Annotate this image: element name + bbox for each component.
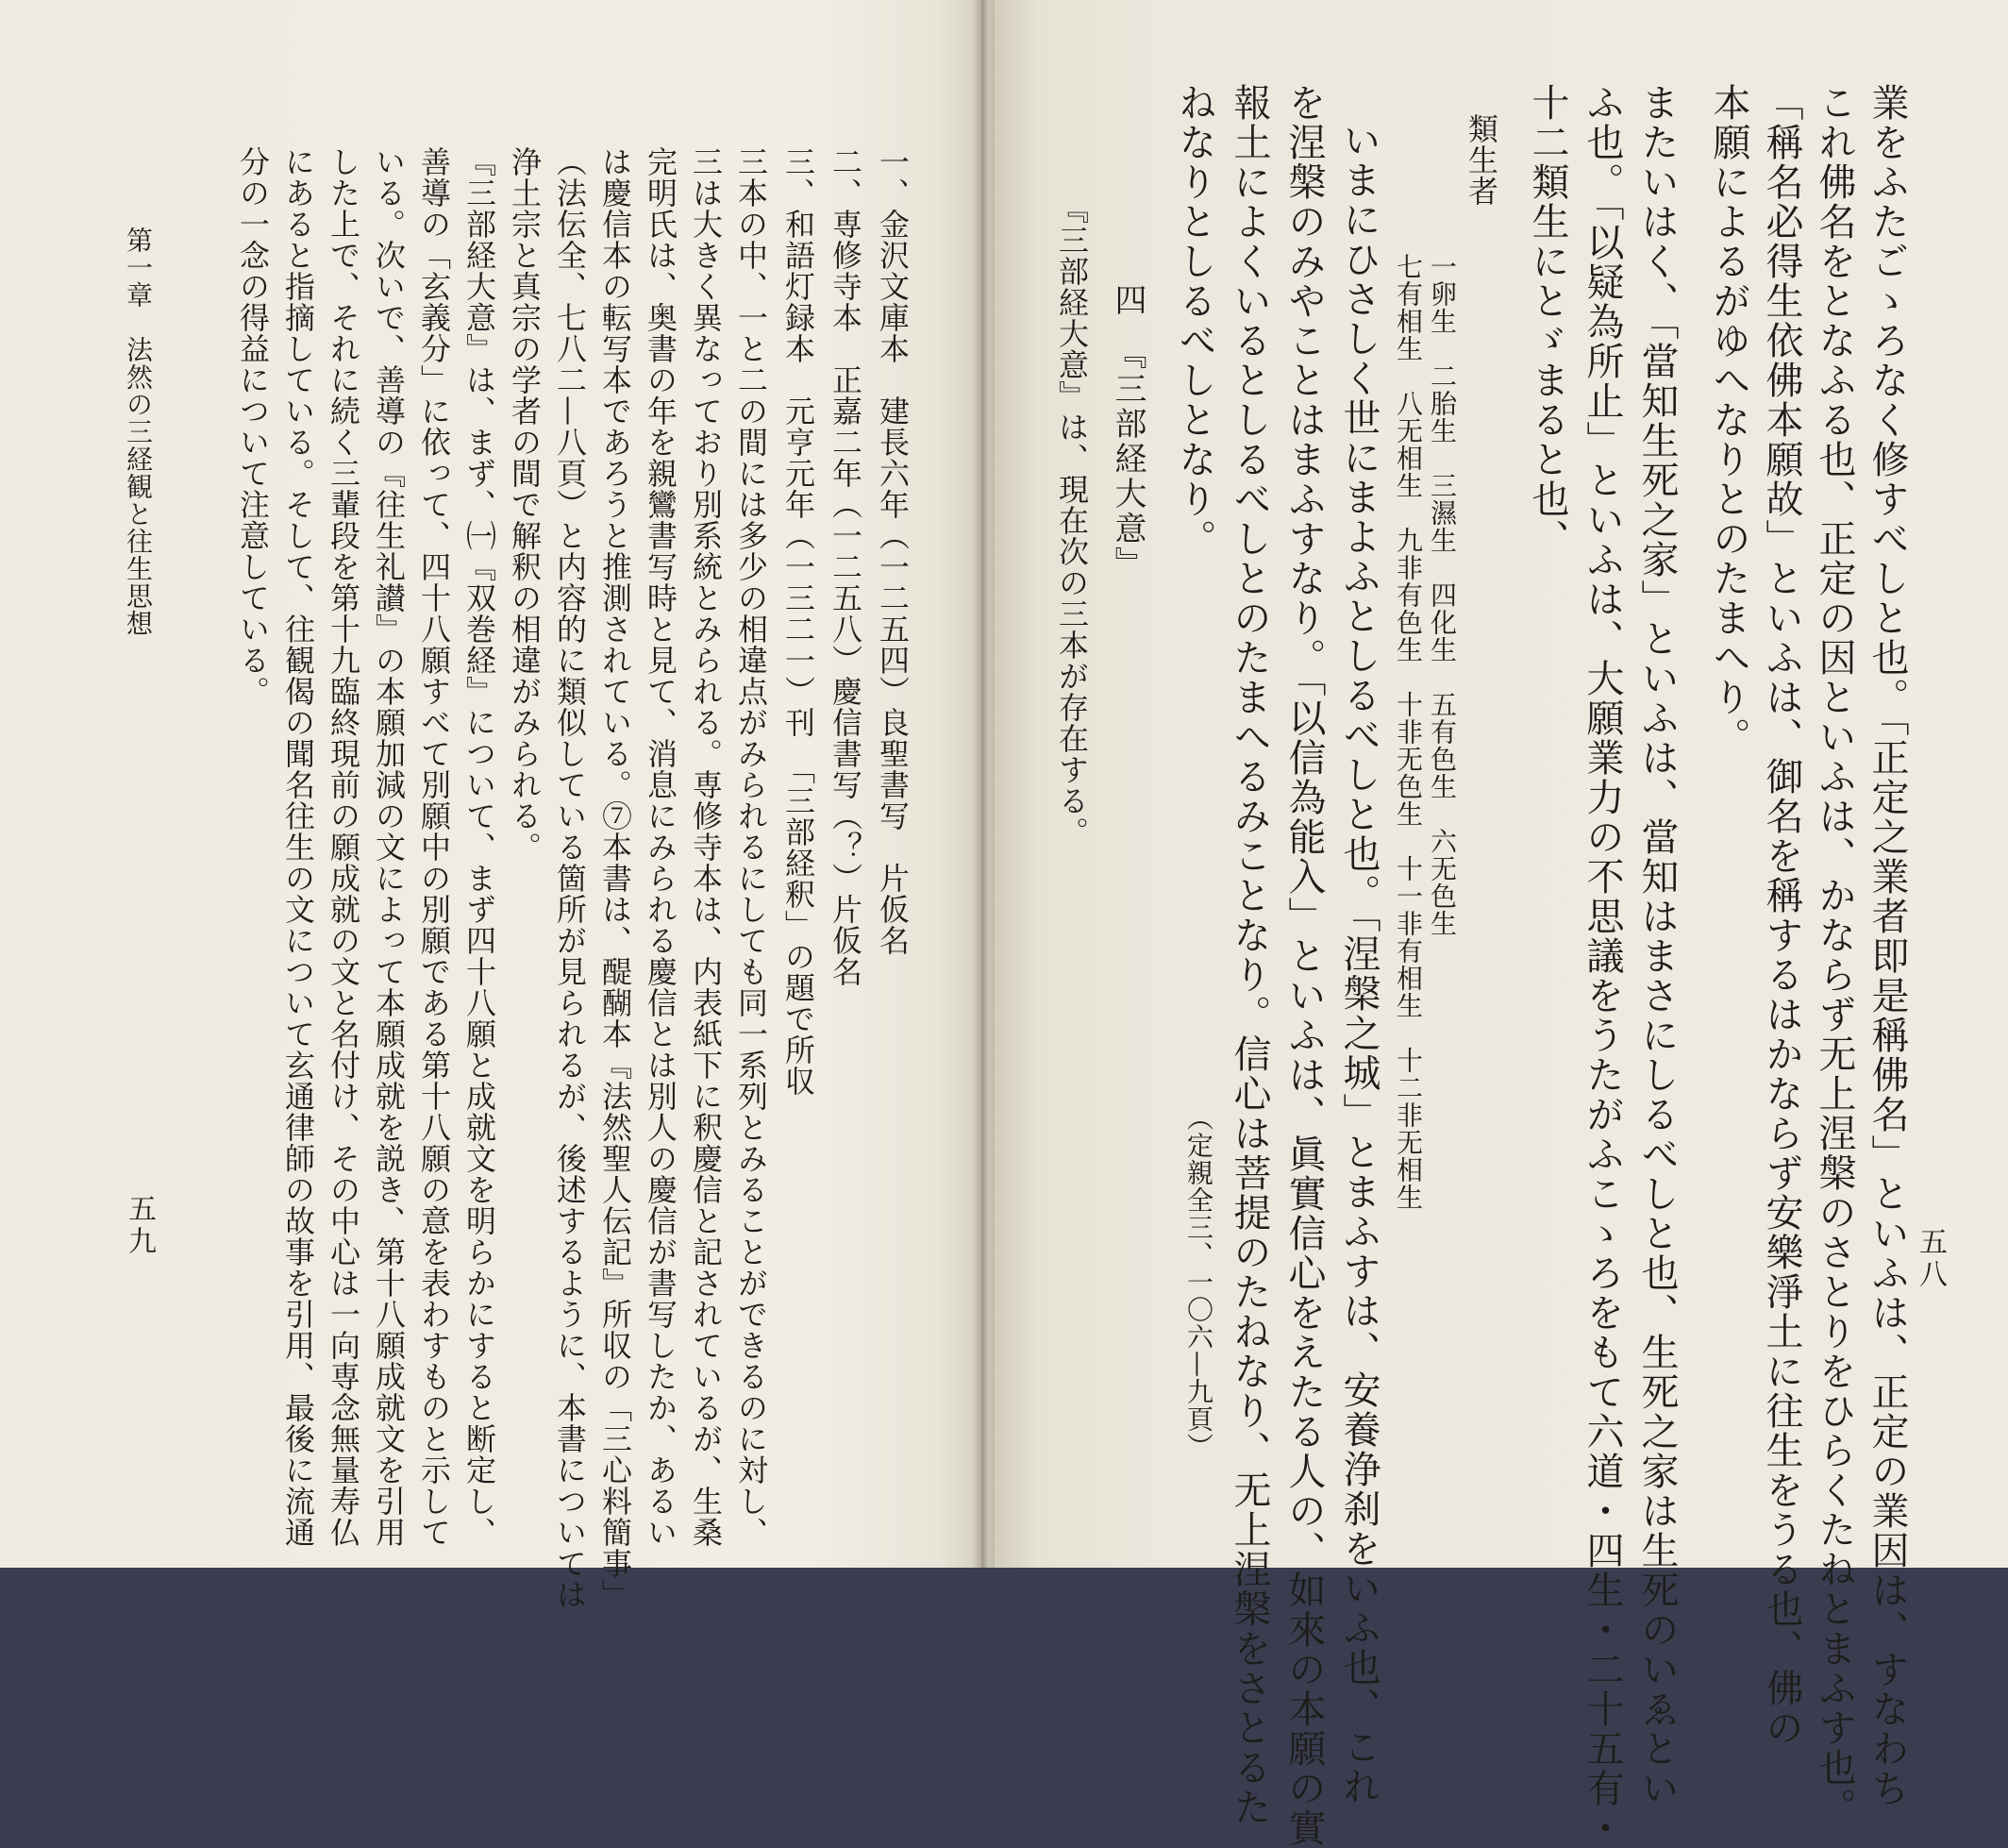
list-item: 二、専修寺本 正嘉二年（一二五八）慶信書写（？）片仮名 <box>828 146 863 987</box>
text-line: を涅槃のみやことはまふすなり。「以信為能入」といふは、眞實信心をえたる人の、如來の本願の實 <box>1282 83 1326 1848</box>
text-line: 分の一念の得益について注意している。 <box>235 146 271 707</box>
text-line: 本願によるがゆへなりとのたまへり。 <box>1707 83 1750 757</box>
citation: （定親全三、一〇六—九頁） <box>1183 1104 1214 1460</box>
text-line: ねなりとしるべしとなり。 <box>1173 83 1216 559</box>
text-line: 浄土宗と真宗の学者の間で解釈の相違がみられる。 <box>507 146 543 863</box>
text-line: 完明氏は、奥書の年を親鸞書写時と見て、消息にみられる慶信とは別人の慶信が書写したか、あるい <box>643 146 678 1548</box>
text-line: 十二類生にとゞまると也、 <box>1526 83 1569 559</box>
text-line: 「稱名必得生依佛本願故」といふは、御名を稱するはかならず安樂淨土に往生をうる也、佛の <box>1760 83 1803 1748</box>
text-line: 三は大きく異なっており別系統とみられる。専修寺本は、内表紙下に釈慶信と記されているが、生桑 <box>688 146 724 1548</box>
section-text: 『三部経大意』は、現在次の三本が存在する。 <box>1054 193 1090 848</box>
text-line: にあると指摘している。そして、往観偈の聞名往生の文について玄通律師の故事を引用、最後に流通 <box>280 146 316 1548</box>
spine-shadow <box>972 0 993 1568</box>
text-line: （法伝全、七八二—八頁）と内容的に類似している箇所が見られるが、後述するように、本書については <box>552 146 588 1610</box>
text-line: いる。次いで、善導の『往生礼讃』の本願加減の文によって本願成就を説き、第十八願成就文を引用 <box>371 146 407 1548</box>
page-number-right: 五八 <box>1914 1227 1947 1291</box>
ruigan-label: 類生者 <box>1464 113 1499 207</box>
text-line: ふ也。「以疑為所止」といふは、大願業力の不思議をうたがふこゝろをもて六道・四生・二十五有・ <box>1581 83 1624 1848</box>
text-line: いまにひさしく世にまよふとしるべしと也。「涅槃之城」とまふすは、安養浄刹をいふ也、これ <box>1337 121 1380 1806</box>
page-number-left: 五九 <box>123 1194 156 1258</box>
text-line: 報土によくいるとしるべしとのたまへるみことなり。信心は菩提のたねなり、无上涅槃をさとるた <box>1228 83 1271 1827</box>
text-line: これ佛名をとなふる也、正定の因といふは、かならず无上涅槃のさとりをひらくたねとまふす也。 <box>1813 83 1856 1827</box>
section-heading: 四 『三部経大意』 <box>1109 283 1146 581</box>
text-line: またいはく、「當知生死之家」といふは、當知はまさにしるべしと也、生死之家は生死のいゑとい <box>1635 83 1679 1808</box>
ruigan-list-row: 一卵生 二胎生 三濕生 四化生 五有色生 六无色生 <box>1427 253 1458 937</box>
text-line: は慶信本の転写本であろうと推測されている。⑦本書は、醍醐本『法然聖人伝記』所収の「三心料簡事」 <box>597 146 633 1610</box>
text-line: 業をふたごゝろなく修すべしと也。「正定之業者即是稱佛名」といふは、正定の業因は、すなわち <box>1866 83 1909 1808</box>
text-line: 三本の中、一と二の間には多少の相違点がみられるにしても同一系列とみることができるのに対し、 <box>733 146 769 1548</box>
list-item: 一、金沢文庫本 建長六年（一二五四）良聖書写 片仮名 <box>875 146 911 956</box>
ruigan-list-row: 七有相生 八无相生 九非有色生 十非无色生 十一非有相生 十二非无相生 <box>1393 253 1424 1211</box>
list-item: 三、和語灯録本 元亨元年（一三二一）刊 「三部経釈」の題で所収 <box>780 146 816 1097</box>
text-line: 善導の「玄義分」に依って、四十八願すべて別願中の別願である第十八願の意を表わすものと示して <box>416 146 452 1548</box>
text-line: 『三部経大意』は、まず、㈠『双巻経』について、まず四十八願と成就文を明らかにすると断定し、 <box>461 146 497 1548</box>
text-line: した上で、それに続く三輩段を第十九臨終現前の願成就の文と名付け、その中心は一向専念無量寿仏 <box>326 146 361 1548</box>
running-head: 第一章 法然の三経観と往生思想 <box>123 227 154 637</box>
